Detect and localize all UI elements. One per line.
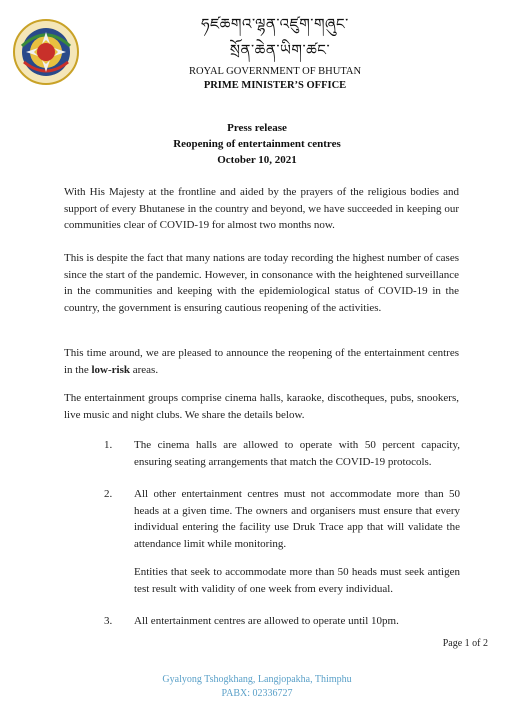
list-item-number: 1.: [104, 439, 113, 451]
footer-address: Gyalyong Tshogkhang, Langjopakha, Thimphu: [162, 674, 352, 685]
list-item-extra-text: Entities that seek to accommodate more than 50 heads must seek antigen test result with validity of one week from every individual.: [134, 566, 460, 595]
dzongkha-office-title: སྲོན༌ཆེན༌ཡིག༌ཚང༌: [229, 41, 331, 59]
office-name: PRIME MINISTER’S OFFICE: [203, 80, 347, 91]
list-item-text: All other entertainment centres must not accommodate more than 50 heads at a given time. The owners and organisers must ensure that every individual entering the facility use Druk Trace app that will validate the attendance limit while monitoring.: [134, 488, 460, 550]
paragraph-4: The entertainment groups comprise cinema halls, karaoke, discotheques, pubs, snookers, live music and night clubs. We share the details below.: [64, 392, 459, 421]
footer-pabx: PABX: 02336727: [221, 688, 293, 699]
paragraph-1: With His Majesty at the frontline and aided by the prayers of the religious bodies and support of every Bhutanese in the country and beyond, we have succeeded in keeping our communities clear of COVID-19 for almost two months now.: [64, 186, 459, 231]
list-item-number: 3.: [104, 615, 113, 627]
list-item-number: 2.: [104, 488, 113, 500]
paragraph-3-prefix: This time around, we are pleased to announce the reopening of the entertainment centres in the: [64, 347, 459, 376]
government-name: ROYAL GOVERNMENT OF BHUTAN: [188, 66, 362, 77]
paragraph-3-bold: low-risk: [91, 363, 130, 376]
press-release-date: October 10, 2021: [217, 154, 297, 166]
press-release-label: Press release: [227, 122, 287, 134]
paragraph-2: This is despite the fact that many nations are today recording the highest number of cases since the start of the pandemic. However, in consonance with the heightened surveillance in the communities and keeping with the epidemiological status of COVID-19 in the country, the government is ensuring cautious reopening of the activities.: [64, 252, 459, 314]
list-item-text: All entertainment centres are allowed to operate until 10pm.: [134, 615, 399, 627]
bhutan-emblem-icon: [12, 18, 80, 86]
paragraph-3-suffix: areas.: [130, 363, 159, 376]
list-item-text: The cinema halls are allowed to operate with 50 percent capacity, ensuring seating arrangements that match the COVID-19 protocols.: [134, 439, 460, 468]
press-release-title: Reopening of entertainment centres: [173, 138, 341, 150]
dzongkha-government-title: ཧཛཆགའ༌ལྷན༌འཛུག༌གཞུང་: [201, 15, 349, 33]
paragraph-3: [64, 345, 459, 378]
page-number: Page 1 of 2: [442, 638, 488, 649]
